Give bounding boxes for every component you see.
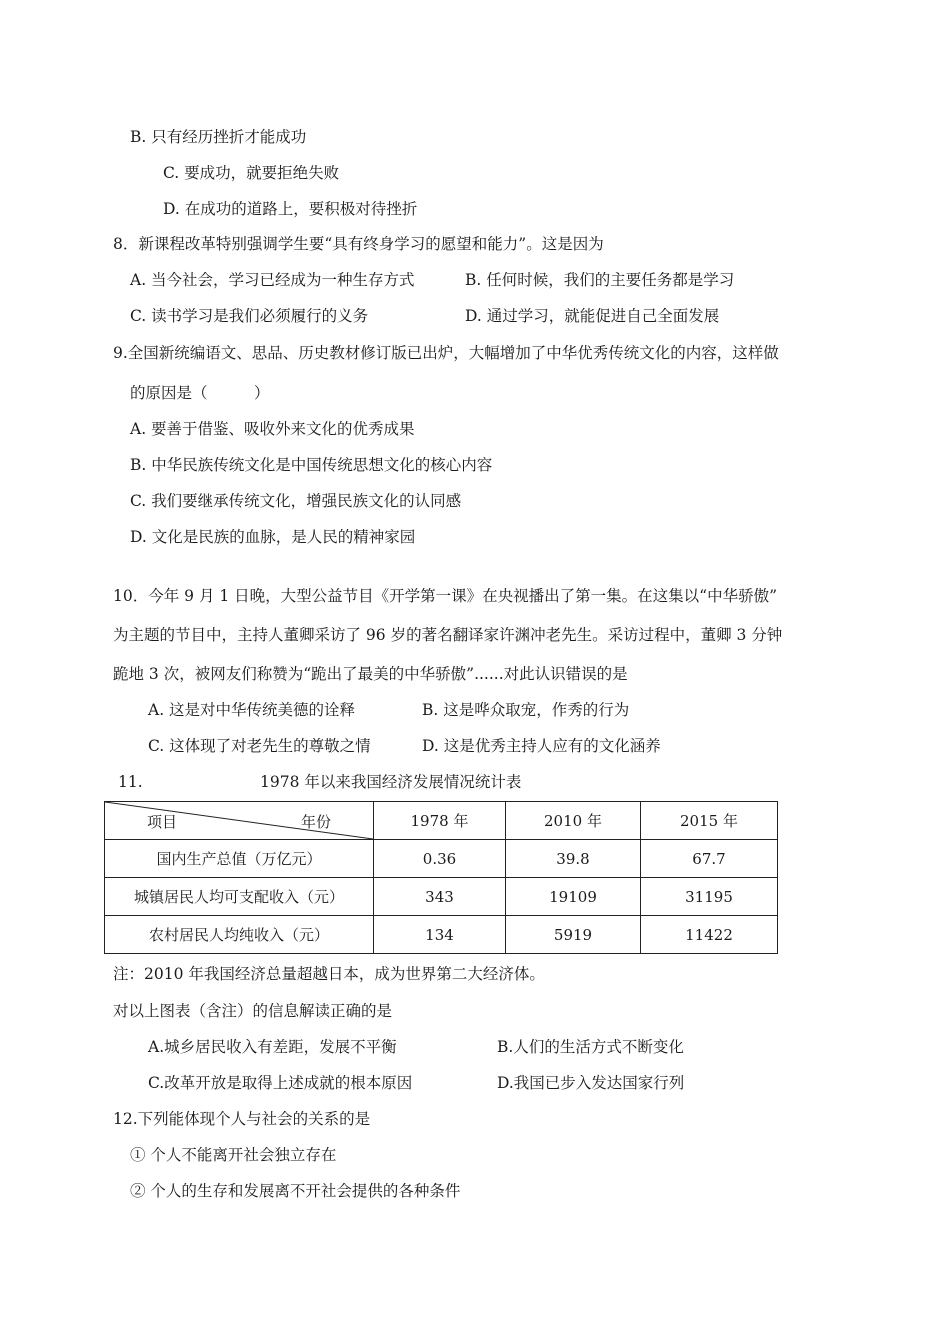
table-header-row xyxy=(105,802,778,840)
q8-option-a: A. 当今社会，学习已经成为一种生存方式 xyxy=(130,271,415,289)
q9-stem-line1: 9.全国新统编语文、思品、历史教材修订版已出炉，大幅增加了中华优秀传统文化的内容，这样做 xyxy=(113,344,779,362)
table-cell: 39.8 xyxy=(506,840,641,878)
q10-option-c: C. 这体现了对老先生的尊敬之情 xyxy=(148,737,371,755)
year-header: 2010 年 xyxy=(506,802,641,840)
q9-option-c: C. 我们要继承传统文化，增强民族文化的认同感 xyxy=(130,492,462,510)
q10-option-a: A. 这是对中华传统美德的诠释 xyxy=(148,701,356,719)
q12-stem: 12.下列能体现个人与社会的关系的是 xyxy=(113,1110,371,1128)
table-cell: 5919 xyxy=(506,916,641,954)
q10-option-b: B. 这是哗众取宠，作秀的行为 xyxy=(422,701,630,719)
q11-option-c: C.改革开放是取得上述成就的根本原因 xyxy=(148,1074,413,1092)
q8-stem: 8．新课程改革特别强调学生要“具有终身学习的愿望和能力”。这是因为 xyxy=(113,235,604,253)
year-header: 2015 年 xyxy=(641,802,778,840)
q11-option-b: B.人们的生活方式不断变化 xyxy=(497,1038,684,1056)
q11-number: 11. xyxy=(118,773,143,791)
table-cell: 134 xyxy=(374,916,506,954)
row-label: 城镇居民人均可支配收入（元） xyxy=(105,878,374,916)
table-cell: 67.7 xyxy=(641,840,778,878)
corner-item-label: 项目 xyxy=(147,813,178,831)
q11-option-a: A.城乡居民收入有差距，发展不平衡 xyxy=(148,1038,397,1056)
economic-stats-table xyxy=(104,801,778,954)
row-label: 农村居民人均纯收入（元） xyxy=(105,916,374,954)
table-corner-cell xyxy=(105,802,374,840)
row-label: 国内生产总值（万亿元） xyxy=(105,840,374,878)
q8-option-c: C. 读书学习是我们必须履行的义务 xyxy=(130,307,369,325)
table-row xyxy=(105,916,778,954)
corner-year-label: 年份 xyxy=(300,813,331,831)
q9-option-d: D. 文化是民族的血脉，是人民的精神家园 xyxy=(130,528,416,546)
q7-option-b: B. 只有经历挫折才能成功 xyxy=(130,128,307,146)
q10-stem-line2: 为主题的节目中，主持人董卿采访了 96 岁的著名翻译家许渊冲老先生。采访过程中，董卿 3 分钟 xyxy=(113,626,783,644)
table-cell: 11422 xyxy=(641,916,778,954)
table-row xyxy=(105,840,778,878)
q7-option-c: C. 要成功，就要拒绝失败 xyxy=(163,164,340,182)
q10-stem-line3: 跪地 3 次，被网友们称赞为“跪出了最美的中华骄傲”......对此认识错误的是 xyxy=(113,665,628,683)
table-cell: 343 xyxy=(374,878,506,916)
table-cell: 0.36 xyxy=(374,840,506,878)
q11-stem: 对以上图表（含注）的信息解读正确的是 xyxy=(113,1002,393,1020)
q9-stem-line2: 的原因是（ ） xyxy=(130,384,270,402)
year-header: 1978 年 xyxy=(374,802,506,840)
table-cell: 19109 xyxy=(506,878,641,916)
q9-option-a: A. 要善于借鉴、吸收外来文化的优秀成果 xyxy=(130,420,415,438)
q11-note: 注：2010 年我国经济总量超越日本，成为世界第二大经济体。 xyxy=(113,965,545,983)
q12-item-2: ② 个人的生存和发展离不开社会提供的各种条件 xyxy=(130,1182,461,1200)
q7-option-d: D. 在成功的道路上，要积极对待挫折 xyxy=(163,200,418,218)
q10-stem-line1: 10．今年 9 月 1 日晚，大型公益节目《开学第一课》在央视播出了第一集。在这集以“中华骄傲” xyxy=(113,587,778,605)
q8-option-b: B. 任何时候，我们的主要任务都是学习 xyxy=(465,271,735,289)
q11-table-title: 1978 年以来我国经济发展情况统计表 xyxy=(260,773,522,791)
q10-option-d: D. 这是优秀主持人应有的文化涵养 xyxy=(422,737,661,755)
table-cell: 31195 xyxy=(641,878,778,916)
q12-item-1: ① 个人不能离开社会独立存在 xyxy=(130,1146,337,1164)
diagonal-line xyxy=(105,802,373,839)
table-row xyxy=(105,878,778,916)
q11-option-d: D.我国已步入发达国家行列 xyxy=(497,1074,685,1092)
q8-option-d: D. 通过学习，就能促进自己全面发展 xyxy=(465,307,720,325)
q9-option-b: B. 中华民族传统文化是中国传统思想文化的核心内容 xyxy=(130,456,493,474)
